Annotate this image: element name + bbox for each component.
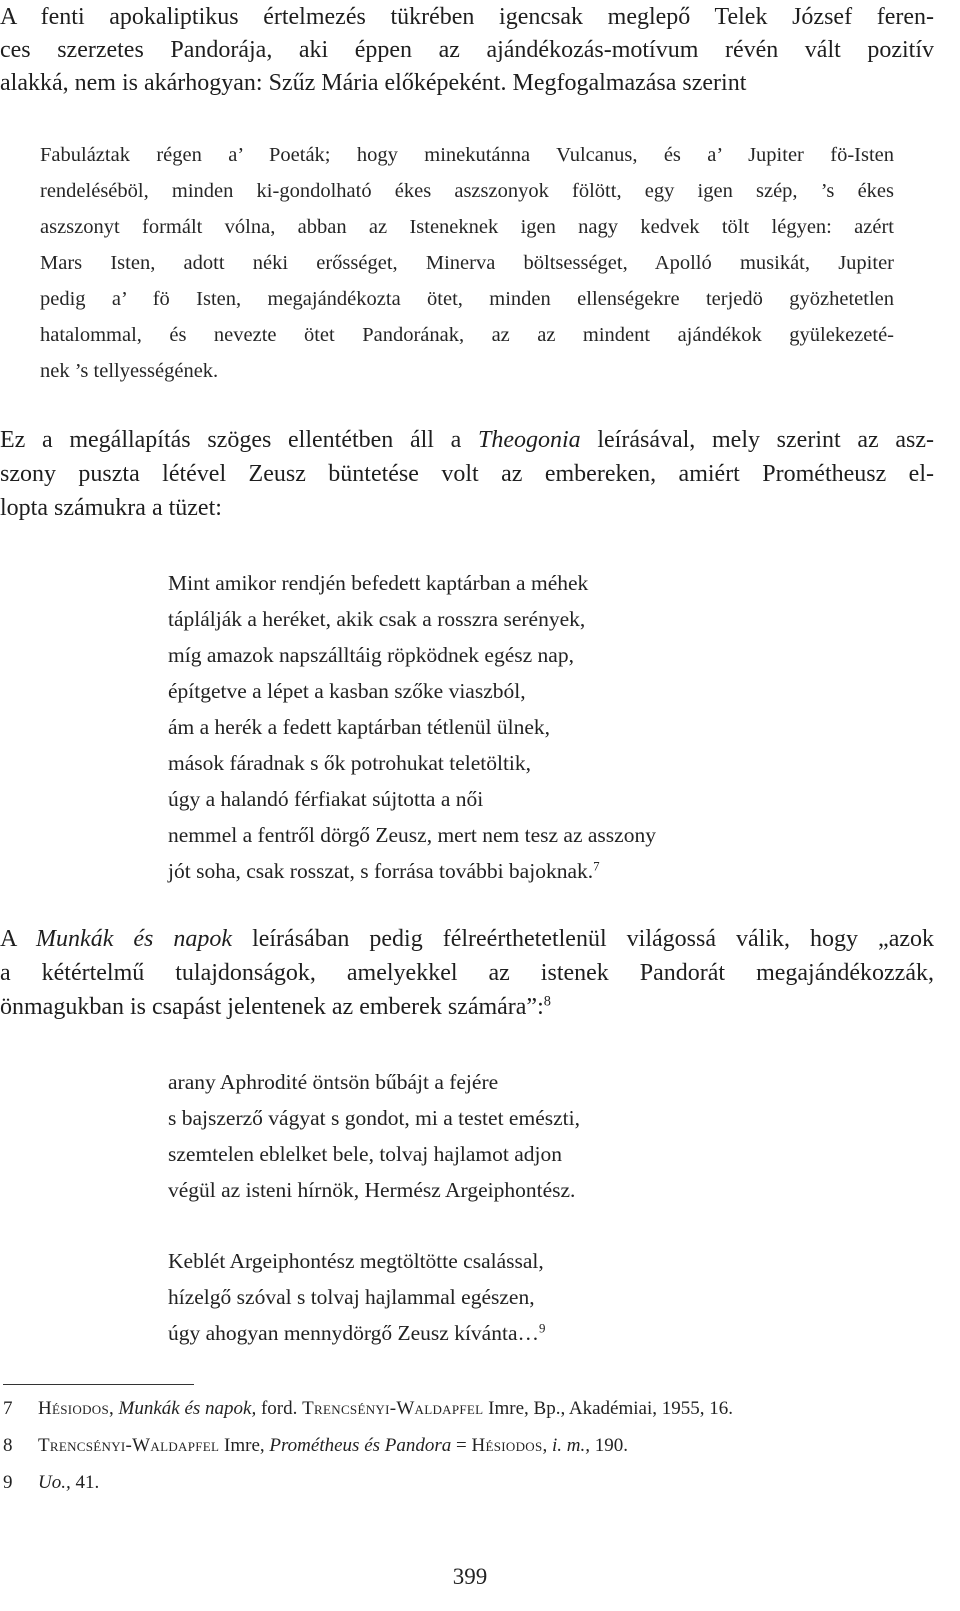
footnote-ref-7[interactable]: 7 xyxy=(593,859,600,874)
footnote-run: Imre, Bp., Akadémiai, 1955, 16. xyxy=(483,1398,734,1419)
work-title: Theogonia xyxy=(478,427,581,453)
page-number: 399 xyxy=(452,1564,488,1589)
verse-line: s bajszerző vágyat s gondot, mi a testet emészti, xyxy=(168,1106,580,1130)
work-title: Prométheus és Pandora xyxy=(269,1435,452,1456)
verse-line: nemmel a fentről dörgő Zeusz, mert nem tesz az asszony xyxy=(168,823,656,847)
text-line xyxy=(0,423,934,457)
block-quote-prose xyxy=(40,137,894,389)
verse-line xyxy=(168,1315,545,1351)
verse-line: végül az isteni hírnök, Hermész Argeiphontész. xyxy=(168,1178,576,1202)
quote-line: pedig a’ fö Isten, megajándékozta ötet, minden ellenségekre terjedö gyözhetetlen xyxy=(40,288,894,310)
verse-text: jót soha, csak rosszat, s forrása további bajoknak. xyxy=(168,859,594,883)
verse-line: ám a herék a fedett kaptárban tétlenül ülnek, xyxy=(168,715,551,739)
quote-line: aszszonyt formált vólna, abban az Isteneknek igen nagy kedvek tölt légyen: azért xyxy=(40,216,894,238)
text-run: A xyxy=(0,926,37,952)
text-line: ces szerzetes Pandorája, aki éppen az ajándékozás-motívum révén vált pozitív xyxy=(0,37,934,63)
author-name: Hésiodos xyxy=(38,1398,110,1419)
footnote-7 xyxy=(0,1390,940,1427)
verse-line: szemtelen eblelket bele, tolvaj hajlamot adjon xyxy=(168,1142,563,1166)
footnote-text xyxy=(38,1390,733,1427)
text-run: leírásával, mely szerint az asz- xyxy=(580,427,934,453)
text-line: A fenti apokaliptikus értelmezés tükrében igencsak meglepő Telek József feren- xyxy=(0,4,934,30)
footnote-separator xyxy=(3,1384,194,1385)
verse-line: Keblét Argeiphontész megtöltötte csalással, xyxy=(168,1249,544,1273)
text-line: lopta számukra a tüzet: xyxy=(0,495,222,521)
verse-line: Mint amikor rendjén befedett kaptárban a méhek xyxy=(168,571,589,595)
footnote-number: 8 xyxy=(3,1435,13,1456)
verse-line: építgetve a lépet a kasban szőke viaszból, xyxy=(168,679,526,703)
citation-ref: i. m., xyxy=(552,1435,591,1456)
footnote-run: Imre, xyxy=(219,1435,270,1456)
quote-line: rendeléséböl, minden ki-gondolható ékes aszszonyok fölött, egy igen szép, ’s ékes xyxy=(40,180,894,202)
verse-block-2-stanza-1 xyxy=(168,1064,580,1208)
footnote-ref-8[interactable]: 8 xyxy=(543,993,551,1010)
verse-line: arany Aphrodité öntsön bűbájt a fejére xyxy=(168,1070,499,1094)
text-line: alakká, nem is akárhogyan: Szűz Mária előképeként. Megfogalmazása szerint xyxy=(0,70,747,96)
work-title: Munkák és napok xyxy=(36,926,233,952)
footnote-run: 41. xyxy=(70,1472,100,1493)
footnote-punct: , xyxy=(109,1398,119,1419)
footnote-run: 190. xyxy=(590,1435,629,1456)
footnote-number: 7 xyxy=(3,1398,13,1419)
author-name: Hésiodos xyxy=(471,1435,543,1456)
theogonia-paragraph xyxy=(0,423,934,525)
munkak-paragraph xyxy=(0,922,934,1024)
footnote-8 xyxy=(0,1427,940,1464)
footnote-run: = xyxy=(451,1435,472,1456)
verse-line: úgy a halandó férfiakat sújtotta a női xyxy=(168,787,484,811)
quote-line: hatalommal, és nevezte ötet Pandorának, az az mindent ajándékok gyülekezeté- xyxy=(40,324,894,346)
work-title: Munkák és napok, xyxy=(118,1398,257,1419)
text-line: a kétértelmű tulajdonságok, amelyekkel az istenek Pandorát megajándékozzák, xyxy=(0,960,934,986)
footnote-text xyxy=(38,1427,628,1464)
quote-line: Fabuláztak régen a’ Poeták; hogy minekutánna Vulcanus, és a’ Jupiter fö-Isten xyxy=(40,144,894,166)
verse-block-2-stanza-2 xyxy=(168,1243,545,1351)
footnote-9 xyxy=(0,1464,940,1501)
verse-line: táplálják a heréket, akik csak a rosszra serények, xyxy=(168,607,586,631)
quote-line: Mars Isten, adott néki erősséget, Minerva böltsességet, Apolló musikát, Jupiter xyxy=(40,252,894,274)
footnote-run: ford. xyxy=(256,1398,303,1419)
verse-line: mások fáradnak s ők potrohukat teletöltik, xyxy=(168,751,532,775)
text-run: leírásában pedig félreérthetetlenül világossá válik, hogy „azok xyxy=(232,926,934,952)
author-name: Trencsényi-Waldapfel xyxy=(38,1435,220,1456)
footnote-number: 9 xyxy=(3,1472,13,1493)
intro-paragraph xyxy=(0,1,934,100)
text-line xyxy=(0,922,934,956)
footnote-ref-9[interactable]: 9 xyxy=(539,1321,546,1336)
text-run: Ez a megállapítás szöges ellentétben áll a xyxy=(0,427,478,453)
translator-name: Trencsényi-Waldapfel xyxy=(302,1398,484,1419)
footnotes xyxy=(0,1390,940,1501)
text-line: szony puszta létével Zeusz büntetése volt az embereken, amiért Prométheusz el- xyxy=(0,461,934,487)
verse-line: hízelgő szóval s tolvaj hajlammal egészen, xyxy=(168,1285,535,1309)
verse-block-1 xyxy=(168,565,656,889)
citation-ref: Uo., xyxy=(38,1472,71,1493)
verse-line xyxy=(168,853,656,889)
footnote-punct: , xyxy=(542,1435,553,1456)
footnote-text xyxy=(38,1464,99,1501)
verse-line: míg amazok napszálltáig röpködnek egész nap, xyxy=(168,643,574,667)
text-line xyxy=(0,990,934,1024)
verse-text: úgy ahogyan mennydörgő Zeusz kívánta… xyxy=(168,1321,539,1345)
text-run: önmagukban is csapást jelentenek az emberek számára”: xyxy=(0,994,544,1020)
quote-line: nek ’s tellyességének. xyxy=(40,360,219,382)
